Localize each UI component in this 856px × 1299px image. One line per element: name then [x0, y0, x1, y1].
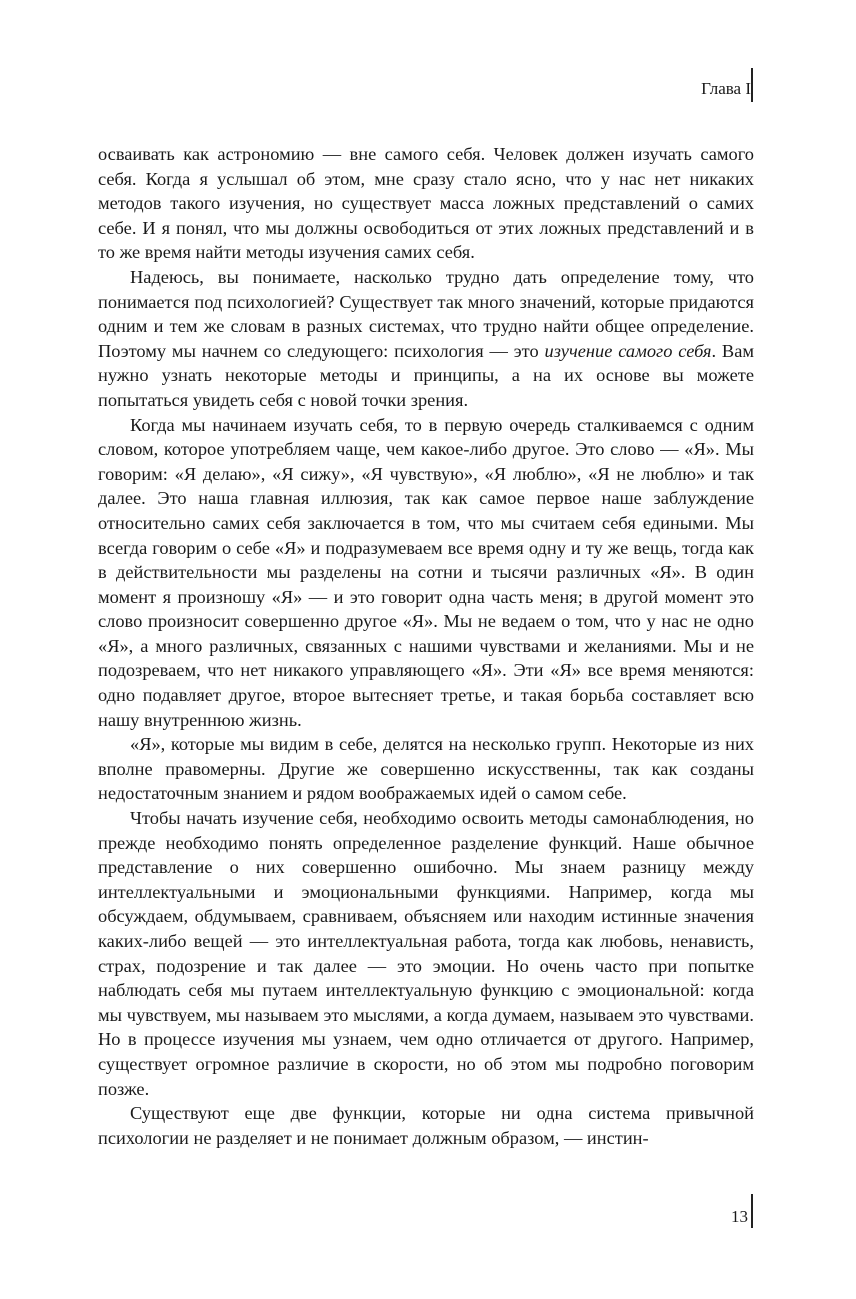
italic-emphasis: изучение самого себя [544, 340, 712, 361]
page-number: 13 [731, 1207, 748, 1226]
paragraph-text: . Вам нужно узнать некоторые методы и принципы, а на их основе вы можете попытаться увидеть себя с новой точки зрения. [98, 340, 754, 410]
paragraph-text: Надеюсь, вы понимаете, насколько трудно дать определение тому, что понимается под психологией? Существует так много значений, которые придаются одним и тем же словам в разных системах, что трудно найти общее определение. Поэтому мы начнем со следующего: психология — это [98, 266, 754, 361]
paragraph: «Я», которые мы видим в себе, делятся на несколько групп. Некоторые из них вполне правомерны. Другие же совершенно искусственны, так как созданы недостаточным знанием и рядом воображаемых идей о самом себе. [98, 734, 754, 804]
body-text [98, 142, 754, 1150]
running-head: Глава I [701, 79, 751, 98]
paragraph: Чтобы начать изучение себя, необходимо освоить методы самонаблюдения, но прежде необходимо понять определенное разделение функций. Наше обычное представление о них совершенно ошибочно. Мы знаем разницу между интеллектуальными и эмоциональными функциями. Например, когда мы обсуждаем, обдумываем, сравниваем, объясняем или находим истинные значения каких-либо вещей — это интеллектуальная работа, тогда как любовь, ненависть, страх, подозрение и так далее — это эмоции. Но очень часто при попытке наблюдать себя мы путаем интеллектуальную функцию с эмоциональной: когда мы чувствуем, мы называем это мыслями, а когда думаем, называем это чувствами. Но в процессе изучения мы узнаем, чем одно отличается от другого. Например, существует огромное различие в скорости, но об этом мы подробно поговорим позже. [98, 808, 754, 1099]
page-number-rule [751, 1194, 753, 1228]
paragraph: Когда мы начинаем изучать себя, то в первую очередь сталкиваемся с одним словом, которое употребляем чаще, чем какое-либо другое. Это слово — «Я». Мы говорим: «Я делаю», «Я сижу», «Я чувствую», «Я люблю», «Я не люблю» и так далее. Это наша главная иллюзия, так как самое первое наше заблуждение относительно самих себя заключается в том, что мы считаем себя едиными. Мы всегда говорим о себе «Я» и подразумеваем все время одну и ту же вещь, тогда как в действительности мы разделены на сотни и тысячи различных «Я». В один момент я произношу «Я» — и это говорит одна часть меня; в другой момент это слово произносит совершенно другое «Я». Мы не ведаем о том, что у нас не одно «Я», а много различных, связанных с нашими чувствами и желаниями. Мы и не подозреваем, что нет никакого управляющего «Я». Эти «Я» все время меняются: одно подавляет другое, второе вытесняет третье, и такая борьба составляет всю нашу внутреннюю жизнь. [98, 414, 754, 730]
paragraph: Существуют еще две функции, которые ни одна система привычной психологии не разделяет и не понимает должным образом, — инстин- [98, 1103, 754, 1148]
running-head-rule [751, 68, 753, 102]
paragraph: осваивать как астрономию — вне самого себя. Человек должен изучать самого себя. Когда я услышал об этом, мне сразу стало ясно, что у нас нет никаких методов такого изучения, но существует масса ложных представлений о самих себе. И я понял, что мы должны освободиться от этих ложных представлений и в то же время найти методы изучения самих себя. [98, 144, 754, 263]
paragraph [98, 265, 754, 413]
